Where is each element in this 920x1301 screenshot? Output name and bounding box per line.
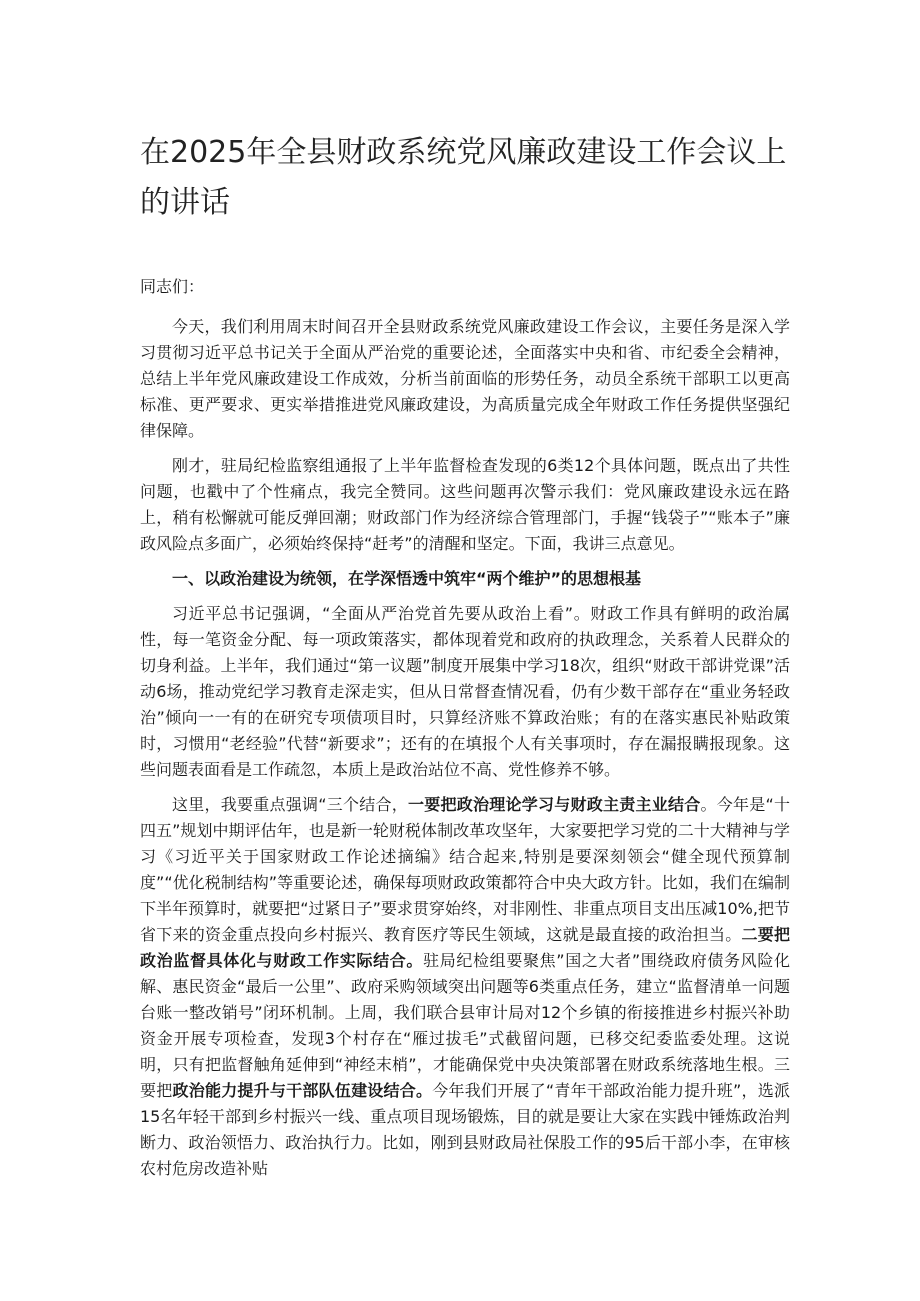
section-heading-1: 一、以政治建设为统领，在学深悟透中筑牢“两个维护”的思想根基 [172,569,642,588]
paragraph-political: 习近平总书记强调，“全面从严治党首先要从政治上看”。财政工作具有鲜明的政治属性，每一笔资金分配、每一项政策落实，都体现着党和政府的执政理念，关系着人民群众的切身利益。上半年，我们通过“第一议题”制度开展集中学习18次，组织“财政干部讲党课”活动6场，推动党纪学习教育走深走实，但从日常督查情况看，仍有少数干部存在“重业务轻政治”倾向一一有的在研究专项债项目时，只算经济账不算政治账；有的在落实惠民补贴政策时，习惯用“老经验”代替“新要求”；还有的在填报个人有关事项时，存在漏报瞒报现象。这些问题表面看是工作疏忽，本质上是政治站位不高、党性修养不够。 [140,604,790,779]
paragraph-text-span: 这里，我要重点强调“三个结合， [172,795,408,814]
paragraph-notice: 刚才，驻局纪检监察组通报了上半年监督检查发现的6类12个具体问题，既点出了共性问题，也戳中了个性痛点，我完全赞同。这些问题再次警示我们：党风廉政建设永远在路上，稍有松懈就可能反弹回潮；财政部门作为经济综合管理部门，手握“钱袋子”“账本子”廉政风险点多面广，必须始终保持“赶考”的清醒和坚定。下面，我讲三点意见。 [140,456,790,553]
greeting: 同志们： [140,277,205,296]
document-body [140,274,790,1191]
paragraph-text-span: 驻局纪检组要聚焦”国之大者”围绕政府债务风险化解、惠民资金“最后一公里”、政府采购领域突出问题等6类重点任务，建立“监督清单一问题台账一整改销号”闭环机制。上周，我们联合县审计局对12个乡镇的衔接推进乡村振兴补助资金开展专项检查，发现3个村存在“雁过拔毛”式截留问题，已移交纪委监委处理。这说明，只有把监督触角延伸到“神经末梢”，才能确保党中央决策部署在财政系统落地生根。三要把 [140,951,790,1100]
paragraph-three-combinations [140,792,790,1182]
paragraph-text-span: 今年我们开展了“青年干部政治能力提升班”，选派15名年轻干部到乡村振兴一线、重点项目现场锻炼，目的就是要让大家在实践中锤炼政治判断力、政治领悟力、政治执行力。比如，刚到县财政局社保股工作的95后干部小李，在审核农村危房改造补贴 [140,1081,790,1178]
paragraph-intro: 今天，我们利用周末时间召开全县财政系统党风廉政建设工作会议，主要任务是深入学习贯彻习近平总书记关于全面从严治党的重要论述，全面落实中央和省、市纪委全会精神，总结上半年党风廉政建设工作成效，分析当前面临的形势任务，动员全系统干部职工以更高标准、更严要求、更实举措推进党风廉政建设，为高质量完成全年财政工作任务提供坚强纪律保障。 [140,317,790,440]
bold-point-3: 政治能力提升与干部队伍建设结合。 [172,1081,433,1100]
bold-point-2: 二要把政治监督具体化与财政工作实际结合。 [140,925,790,970]
document-title: 在2025年全县财政系统党风廉政建设工作会议上的讲话 [140,135,787,220]
paragraph-text-span: 。今年是“十四五”规划中期评估年，也是新一轮财税体制改革攻坚年，大家要把学习党的二十大精神与学习《习近平关于国家财政工作论述摘编》结合起来,特别是要深刻领会“健全现代预算制度”“优化税制结构”等重要论述，确保每项财政政策都符合中央大政方针。比如，我们在编制下半年预算时，就要把“过紧日子”要求贯穿始终，对非刚性、非重点项目支出压减10%,把节省下来的资金重点投向乡村振兴、教育医疗等民生领域，这就是最直接的政治担当。 [140,795,790,944]
bold-point-1: 一要把政治理论学习与财政主责主业结合 [408,795,701,814]
